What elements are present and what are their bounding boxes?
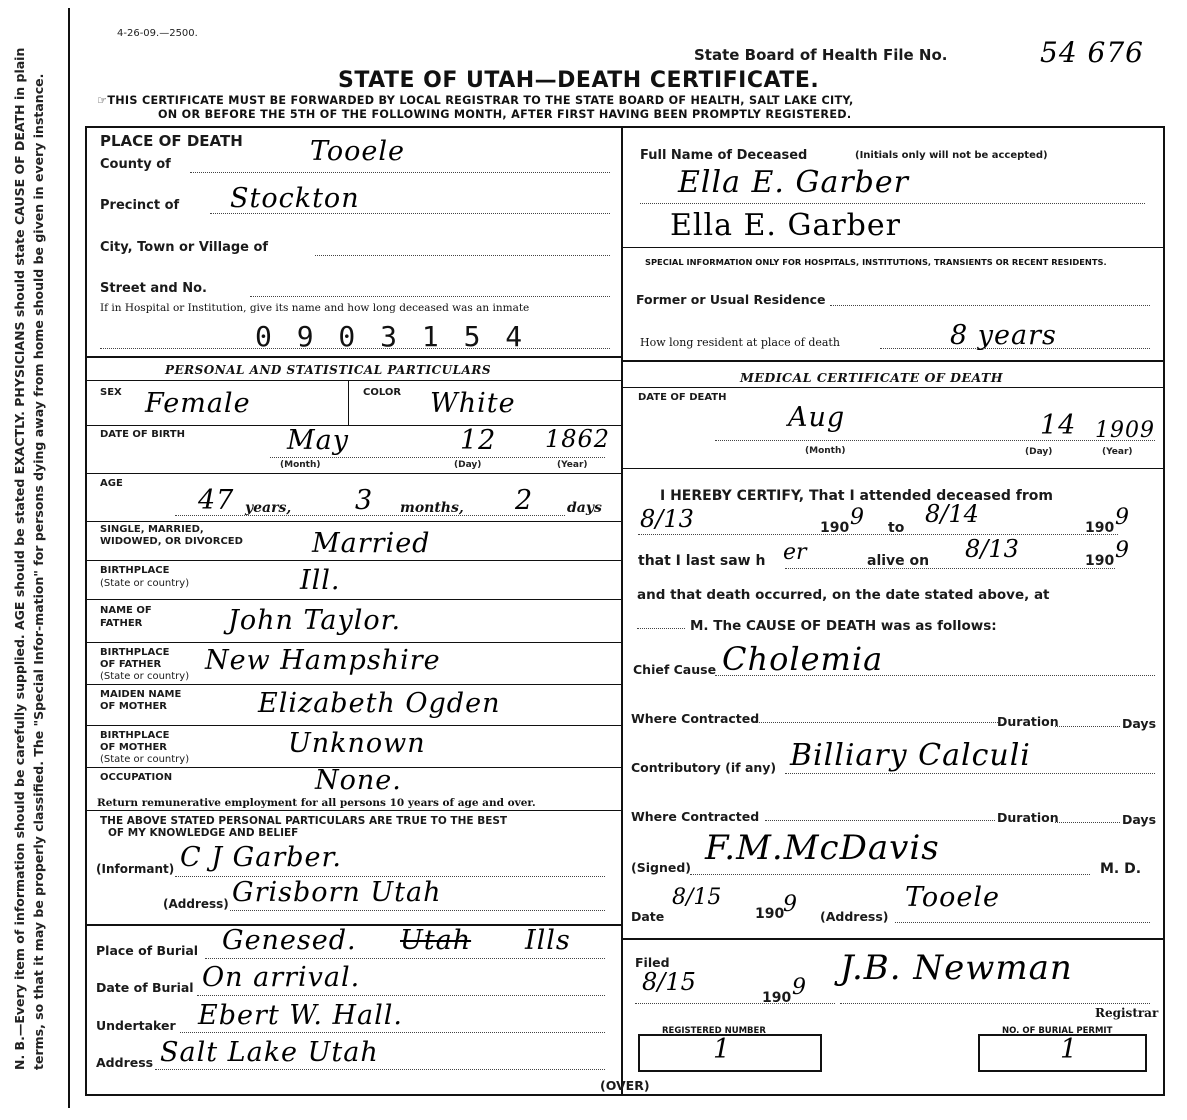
- undertaker-value: Ebert W. Hall.: [198, 1000, 404, 1031]
- frame-right: [1163, 126, 1165, 1096]
- age-label: AGE: [100, 478, 123, 489]
- instruction-line-1: ☞THIS CERTIFICATE MUST BE FORWARDED BY LOCAL REGISTRAR TO THE STATE BOARD OF HEALTH, SALT LAKE CITY,: [97, 94, 854, 107]
- instruction-line-2: ON OR BEFORE THE 5TH OF THE FOLLOWING MONTH, AFTER FIRST HAVING BEEN PROMPTLY REGISTERED.: [158, 108, 852, 121]
- place-of-death-label: PLACE OF DEATH: [100, 132, 243, 150]
- sign-address-value: Tooele: [905, 882, 1001, 913]
- cause-line: M. The CAUSE OF DEATH was as follows:: [690, 618, 997, 634]
- precinct-value: Stockton: [230, 183, 360, 214]
- dod-day: 14: [1040, 410, 1077, 441]
- age-years: 47: [198, 485, 235, 516]
- age-months: 3: [355, 485, 374, 516]
- return-note: Return remunerative employment for all persons 10 years of age and over.: [97, 797, 536, 809]
- occupation-value: None.: [315, 765, 402, 796]
- frame-middle: [621, 126, 623, 1096]
- file-no-label: State Board of Health File No.: [694, 46, 948, 64]
- form-code: 4-26-09.—2500.: [117, 28, 198, 39]
- physician-signature: F.M.McDavis: [705, 828, 940, 868]
- stamp-number: 0 9 0 3 1 5 4: [255, 320, 527, 353]
- burial-place-state: Ills: [525, 925, 571, 956]
- undertaker-address-value: Salt Lake Utah: [160, 1037, 379, 1068]
- certify-line: I HEREBY CERTIFY, That I attended deceased from: [660, 488, 1053, 504]
- full-name-label: Full Name of Deceased: [640, 148, 808, 163]
- special-info: SPECIAL INFORMATION ONLY FOR HOSPITALS, INSTITUTIONS, TRANSIENTS OR RECENT RESIDENTS.: [645, 257, 1107, 267]
- frame-bottom: [85, 1094, 1165, 1096]
- burial-date-value: On arrival.: [202, 962, 361, 993]
- sign-date: 8/15: [672, 885, 722, 910]
- frame-top: [85, 126, 1165, 128]
- county-value: Tooele: [310, 136, 406, 167]
- full-name-value-2: Ella E. Garber: [670, 208, 901, 243]
- dod-month: Aug: [788, 402, 846, 433]
- to-date: 8/14: [925, 500, 979, 528]
- medical-header: MEDICAL CERTIFICATE OF DEATH: [740, 370, 1004, 385]
- informant-value: C J Garber.: [180, 842, 343, 873]
- sex-value: Female: [145, 388, 251, 419]
- personal-header: PERSONAL AND STATISTICAL PARTICULARS: [165, 363, 492, 377]
- dob-month: May: [287, 425, 349, 456]
- side-border: [68, 8, 70, 1108]
- precinct-label: Precinct of: [100, 198, 180, 213]
- street-label: Street and No.: [100, 281, 207, 296]
- how-long-value: 8 years: [950, 320, 1057, 351]
- burial-place-value: Genesed.: [222, 925, 357, 956]
- mother-value: Elizabeth Ogden: [258, 688, 501, 719]
- birthplace-value: Ill.: [300, 565, 341, 596]
- page-title: STATE OF UTAH—DEATH CERTIFICATE.: [338, 68, 820, 93]
- marital-value: Married: [312, 528, 431, 559]
- over-label: (OVER): [600, 1078, 650, 1093]
- county-label: County of: [100, 157, 171, 172]
- father-value: John Taylor.: [228, 605, 402, 636]
- mother-birthplace-value: Unknown: [288, 728, 426, 759]
- hospital-note: If in Hospital or Institution, give its name and how long deceased was an inmate: [100, 302, 530, 314]
- sex-label: SEX: [100, 387, 122, 398]
- color-value: White: [430, 388, 516, 419]
- from-date: 8/13: [640, 505, 694, 533]
- color-label: COLOR: [363, 387, 402, 398]
- father-birthplace-value: New Hampshire: [205, 645, 441, 676]
- dod-year: 1909: [1095, 418, 1155, 443]
- chief-cause-value: Cholemia: [722, 640, 884, 678]
- frame-left: [85, 126, 87, 1096]
- full-name-value: Ella E. Garber: [678, 165, 909, 200]
- burial-permit-value: 1: [1060, 1034, 1079, 1065]
- dob-year: 1862: [545, 425, 611, 453]
- dob-day: 12: [460, 425, 497, 456]
- registrar-signature: J.B. Newman: [840, 948, 1073, 988]
- burial-place-struck: Utah: [400, 925, 472, 956]
- occupation-label: OCCUPATION: [100, 772, 173, 783]
- side-note: N. B.—Every item of information should be carefully supplied. AGE should be stated EXACTLY. PHYSICIANS should state CAUSE OF DEATH in plain terms, so that it may be properly classified. The "Special Infor-mation" for persons dying away from home should be given in every instance.: [12, 47, 46, 1070]
- filed-date: 8/15: [642, 968, 696, 996]
- city-label: City, Town or Village of: [100, 240, 269, 255]
- age-days: 2: [515, 485, 534, 516]
- informant-address-value: Grisborn Utah: [232, 877, 442, 908]
- file-no-value: 54 676: [1040, 36, 1144, 69]
- contributory-value: Billiary Calculi: [790, 738, 1031, 773]
- alive-date: 8/13: [965, 535, 1019, 563]
- section-divider: [85, 356, 621, 358]
- dob-label: DATE OF BIRTH: [100, 429, 185, 440]
- registered-number-value: 1: [713, 1034, 732, 1065]
